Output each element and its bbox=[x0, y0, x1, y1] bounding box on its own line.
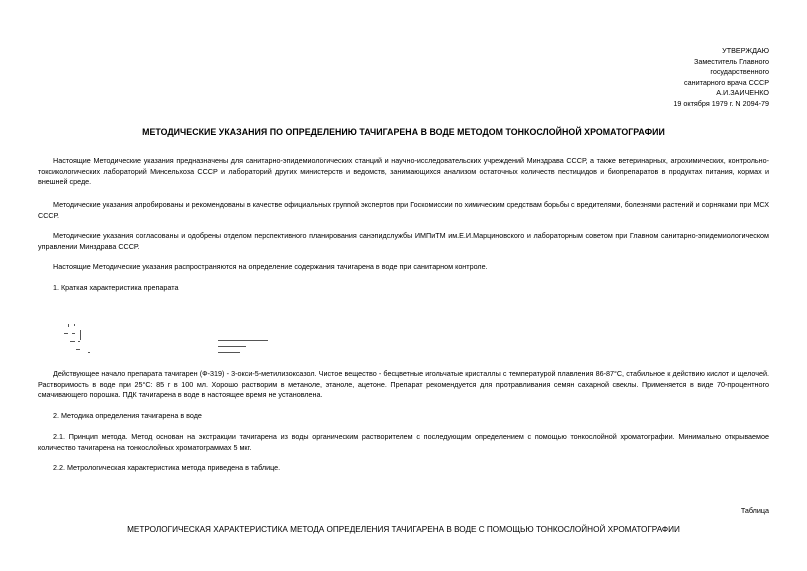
approval-line: 19 октября 1979 г. N 2094-79 bbox=[673, 98, 769, 108]
formula-left-fragment bbox=[64, 324, 90, 353]
paragraph-metrology: 2.2. Метрологическая характеристика метода приведена в таблице. bbox=[53, 463, 281, 472]
paragraph-scope: Настоящие Методические указания распространяются на определение содержания тачигарена в воде при санитарном контроле. bbox=[53, 262, 488, 271]
formula-right-fragment bbox=[218, 340, 268, 353]
table-caption: Таблица bbox=[740, 506, 769, 515]
approval-line: санитарного врача СССР bbox=[684, 77, 769, 87]
structural-formula-image bbox=[60, 322, 280, 362]
paragraph-intro: Настоящие Методические указания предназначены для санитарно-эпидемиологических станций и научно-исследовательских учреждений Минздрава СССР, а также ветеринарных, агрохимических, контрольно-токсикологических лабораторий Минсельхоза СССР и лабораторий других министерств и ведомств, занимающихся анализом остаточных количеств пестицидов и биопрепаратов в продуктах питания, кормах и внешней среде. bbox=[38, 156, 769, 187]
section-heading-1: 1. Краткая характеристика препарата bbox=[53, 283, 179, 292]
approval-block bbox=[609, 46, 769, 110]
document-title: МЕТОДИЧЕСКИЕ УКАЗАНИЯ ПО ОПРЕДЕЛЕНИЮ ТАЧИГАРЕНА В ВОДЕ МЕТОДОМ ТОНКОСЛОЙНОЙ ХРОМАТОГРАФИИ bbox=[142, 127, 665, 137]
paragraph-approved: Методические указания апробированы и рекомендованы в качестве официальных группой экспертов при Госкомиссии по химическим средствам борьбы с вредителями, болезнями растений и сорняками при МСХ СССР. bbox=[38, 200, 769, 220]
approval-line: государственного bbox=[710, 67, 769, 77]
approval-line: Заместитель Главного bbox=[693, 56, 769, 66]
approval-line: УТВЕРЖДАЮ bbox=[722, 46, 769, 55]
approval-line: А.И.ЗАИЧЕНКО bbox=[716, 88, 769, 98]
paragraph-principle: 2.1. Принцип метода. Метод основан на экстракции тачигарена из воды органическим растворителем с последующим определением с помощью тонкослойной хроматографии. Минимально открываемое количество тачигарена на тонкослойных хроматограммах 5 мкг. bbox=[38, 432, 769, 452]
paragraph-agreed: Методические указания согласованы и одобрены отделом перспективного планирования санэпидслужбы ИМПиТМ им.Е.И.Марциновского и лабораторным советом при Главном санитарно-эпидемиологическом управлении Минздрава СССР. bbox=[38, 231, 769, 251]
paragraph-properties: Действующее начало препарата тачигарен (Ф-319) - 3-окси-5-метилизоксазол. Чистое вещество - бесцветные игольчатые кристаллы с температурой плавления 86-87°С, стабильное к действию кислот и щелочей. Растворимость в воде при 25°С: 85 г в 100 мл. Хорошо растворим в метаноле, этаноле, ацетоне. Препарат рекомендуется для протравливания семян сахарной свеклы. Применяется в виде 70-процентного смачивающего порошка. ПДК тачигарена в воде в настоящее время не установлена. bbox=[38, 369, 769, 400]
table-title: МЕТРОЛОГИЧЕСКАЯ ХАРАКТЕРИСТИКА МЕТОДА ОПРЕДЕЛЕНИЯ ТАЧИГАРЕНА В ВОДЕ С ПОМОЩЬЮ ТОНКОСЛОЙНОЙ ХРОМАТОГРАФИИ bbox=[127, 525, 680, 534]
section-heading-2: 2. Методика определения тачигарена в воде bbox=[53, 411, 202, 420]
